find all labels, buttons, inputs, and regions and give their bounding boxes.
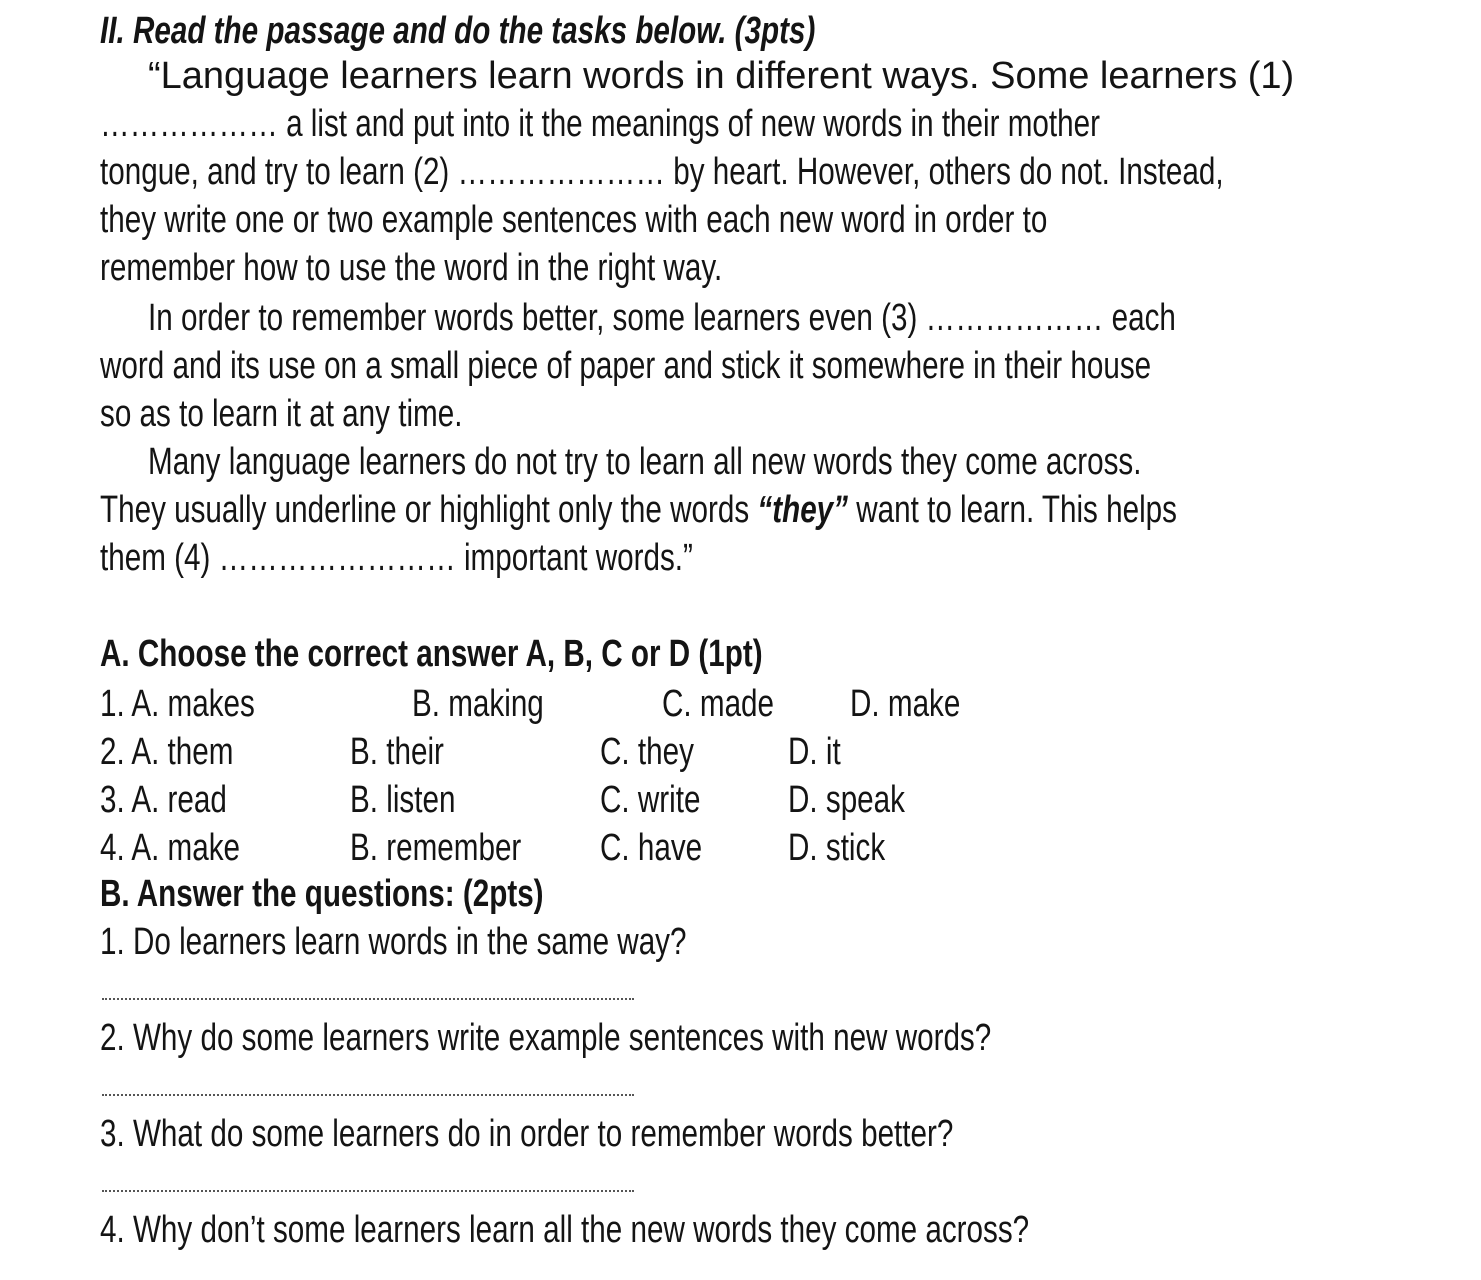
option-2a[interactable]: 2. A. them bbox=[100, 731, 234, 773]
option-2d[interactable]: D. it bbox=[788, 731, 841, 773]
option-2b[interactable]: B. their bbox=[350, 731, 444, 773]
passage-line: them (4) …………………… important words.” bbox=[100, 537, 693, 579]
answer-line-1[interactable] bbox=[102, 998, 634, 1000]
question-b3: 3. What do some learners do in order to remember words better? bbox=[100, 1113, 954, 1155]
passage-line: tongue, and try to learn (2) ………………… by heart. However, others do not. Instead, bbox=[100, 151, 1224, 193]
option-1b[interactable]: B. making bbox=[412, 683, 544, 725]
emphasized-word: “they” bbox=[757, 489, 848, 531]
passage-line: In order to remember words better, some learners even (3) ……………… each bbox=[148, 297, 1176, 339]
passage-line: so as to learn it at any time. bbox=[100, 393, 463, 435]
passage-line: They usually underline or highlight only the words “they” want to learn. This helps bbox=[100, 489, 1177, 531]
passage-line: remember how to use the word in the right way. bbox=[100, 247, 723, 289]
passage-line: word and its use on a small piece of paper and stick it somewhere in their house bbox=[100, 345, 1152, 387]
option-2c[interactable]: C. they bbox=[600, 731, 694, 773]
question-b2: 2. Why do some learners write example sentences with new words? bbox=[100, 1017, 992, 1059]
answer-line-2[interactable] bbox=[102, 1094, 634, 1096]
option-1c[interactable]: C. made bbox=[662, 683, 775, 725]
option-4d[interactable]: D. stick bbox=[788, 827, 886, 869]
option-4c[interactable]: C. have bbox=[600, 827, 703, 869]
option-3d[interactable]: D. speak bbox=[788, 779, 905, 821]
option-3b[interactable]: B. listen bbox=[350, 779, 456, 821]
section-title: II. Read the passage and do the tasks below. (3pts) bbox=[100, 10, 816, 52]
option-1a[interactable]: 1. A. makes bbox=[100, 683, 255, 725]
passage-line: “Language learners learn words in different ways. Some learners (1) bbox=[148, 55, 1295, 97]
option-1d[interactable]: D. make bbox=[850, 683, 961, 725]
option-4a[interactable]: 4. A. make bbox=[100, 827, 241, 869]
question-b4: 4. Why don’t some learners learn all the new words they come across? bbox=[100, 1209, 1030, 1251]
option-3c[interactable]: C. write bbox=[600, 779, 701, 821]
passage-line: ……………… a list and put into it the meanings of new words in their mother bbox=[100, 103, 1100, 145]
passage-line: they write one or two example sentences with each new word in order to bbox=[100, 199, 1048, 241]
part-a-title: A. Choose the correct answer A, B, C or D (1pt) bbox=[100, 633, 763, 675]
passage-line: Many language learners do not try to learn all new words they come across. bbox=[148, 441, 1142, 483]
part-b-title: B. Answer the questions: (2pts) bbox=[100, 873, 544, 915]
option-3a[interactable]: 3. A. read bbox=[100, 779, 227, 821]
question-b1: 1. Do learners learn words in the same way? bbox=[100, 921, 687, 963]
answer-line-3[interactable] bbox=[102, 1190, 634, 1192]
option-4b[interactable]: B. remember bbox=[350, 827, 522, 869]
